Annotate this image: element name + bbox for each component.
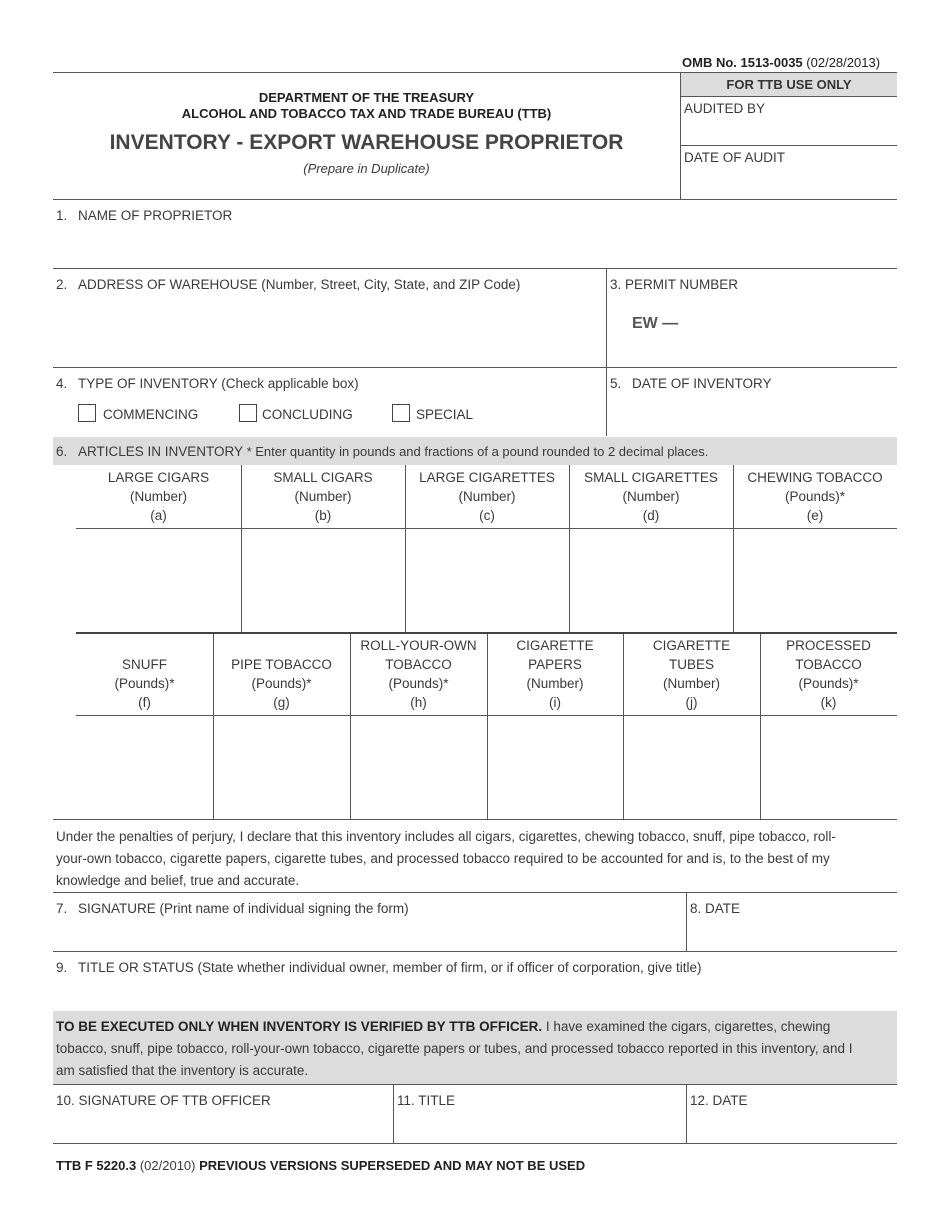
department-name: DEPARTMENT OF THE TREASURY xyxy=(258,90,475,105)
table2-column-header: SNUFF (Pounds)* (f) xyxy=(114,657,175,710)
concluding-label: CONCLUDING xyxy=(262,407,353,422)
table1-entry-cell[interactable] xyxy=(571,531,731,629)
field-2-number: 2. xyxy=(56,277,68,292)
table1-entry-cell[interactable] xyxy=(407,531,567,629)
articles-in-inventory-bar xyxy=(53,437,897,465)
perjury-declaration: Under the penalties of perjury, I declare that this inventory includes all cigars, cigarettes, chewing tobacco, snuff, pipe tobacco, roll- your-own tobacco, cigarette papers, cigarette tubes, and processed tobacco required to be accounted for and is, to the best of my knowledge and belief, true and accurate. xyxy=(56,829,836,888)
ttb-date-field[interactable] xyxy=(690,1114,895,1142)
date-label: 8. DATE xyxy=(690,901,741,916)
table2-column-header: CIGARETTE TUBES (Number) (j) xyxy=(652,638,731,710)
table2-entry-cell[interactable] xyxy=(762,718,895,816)
audited-by-label: AUDITED BY xyxy=(684,101,766,116)
name-of-proprietor-field[interactable] xyxy=(53,230,897,267)
field-5-number: 5. xyxy=(610,376,622,391)
table1-column-header: LARGE CIGARS (Number) (a) xyxy=(107,470,210,523)
commencing-label: COMMENCING xyxy=(103,407,199,422)
field-7-number: 7. xyxy=(56,901,68,916)
table1-column-header: CHEWING TOBACCO (Pounds)* (e) xyxy=(747,470,883,523)
date-of-inventory-field[interactable] xyxy=(610,398,895,434)
concluding-checkbox[interactable] xyxy=(239,404,257,422)
ttb-officer-signature-field[interactable] xyxy=(53,1114,391,1142)
table2-entry-cell[interactable] xyxy=(489,718,621,816)
table2-column-header: ROLL-YOUR-OWN TOBACCO (Pounds)* (h) xyxy=(360,638,477,710)
articles-in-inventory-label: ARTICLES IN INVENTORY * Enter quantity in pounds and fractions of a pound rounded to 2 decimal places. xyxy=(78,444,709,459)
omb-number: OMB No. 1513-0035 (02/28/2013) xyxy=(682,55,881,70)
address-of-warehouse-label: ADDRESS OF WAREHOUSE (Number, Street, City, State, and ZIP Code) xyxy=(78,277,521,292)
ttb-verification-statement: TO BE EXECUTED ONLY WHEN INVENTORY IS VERIFIED BY TTB OFFICER. I have examined the cigars, cigarettes, chewing tobacco, snuff, pipe tobacco, roll-your-own tobacco, cigarette papers or tubes, and processed tobacco reported in this inventory, and I am satisfied that the inventory is accurate. xyxy=(56,1019,853,1078)
title-or-status-label: TITLE OR STATUS (State whether individual owner, member of firm, or if officer of corporation, give title) xyxy=(78,960,702,975)
name-of-proprietor-label: NAME OF PROPRIETOR xyxy=(78,208,233,223)
title-or-status-field[interactable] xyxy=(53,980,897,1010)
signature-field[interactable] xyxy=(53,922,683,950)
table2-entry-cell[interactable] xyxy=(215,718,348,816)
date-of-inventory-label: DATE OF INVENTORY xyxy=(632,376,772,391)
table1-column-header: SMALL CIGARS (Number) (b) xyxy=(273,470,373,523)
address-of-warehouse-field[interactable] xyxy=(53,298,605,366)
field-6-number: 6. xyxy=(56,444,68,459)
special-label: SPECIAL xyxy=(416,407,474,422)
table2-column-header: PIPE TOBACCO (Pounds)* (g) xyxy=(231,657,332,710)
table1-entry-cell[interactable] xyxy=(78,531,239,629)
field-4-number: 4. xyxy=(56,376,68,391)
ttb-title-field[interactable] xyxy=(397,1114,683,1142)
table2-entry-cell[interactable] xyxy=(625,718,758,816)
table1-column-header: LARGE CIGARETTES (Number) (c) xyxy=(419,470,555,523)
form-footer: TTB F 5220.3 (02/2010) PREVIOUS VERSIONS SUPERSEDED AND MAY NOT BE USED xyxy=(56,1158,586,1173)
ttb-verification-box xyxy=(53,1011,897,1084)
table2-entry-cell[interactable] xyxy=(352,718,485,816)
table1-column-header: SMALL CIGARETTES (Number) (d) xyxy=(584,470,718,523)
date-field[interactable] xyxy=(690,922,895,950)
table2-column-header: PROCESSED TOBACCO (Pounds)* (k) xyxy=(786,638,871,710)
table1-entry-cell[interactable] xyxy=(243,531,403,629)
form-title: INVENTORY - EXPORT WAREHOUSE PROPRIETOR xyxy=(109,131,624,154)
ttb-officer-signature-label: 10. SIGNATURE OF TTB OFFICER xyxy=(56,1093,271,1108)
ttb-date-label: 12. DATE xyxy=(690,1093,748,1108)
table2-column-header: CIGARETTE PAPERS (Number) (i) xyxy=(516,638,594,710)
field-1-number: 1. xyxy=(56,208,68,223)
table1-entry-cell[interactable] xyxy=(735,531,895,629)
ttb-use-only-label: FOR TTB USE ONLY xyxy=(681,73,897,97)
commencing-checkbox[interactable] xyxy=(78,404,96,422)
date-of-audit-label: DATE OF AUDIT xyxy=(684,150,786,165)
field-9-number: 9. xyxy=(56,960,68,975)
ttb-title-label: 11. TITLE xyxy=(397,1093,456,1108)
type-of-inventory-label: TYPE OF INVENTORY (Check applicable box) xyxy=(78,376,359,391)
special-checkbox[interactable] xyxy=(392,404,410,422)
permit-number-field[interactable] xyxy=(690,308,890,338)
signature-label: SIGNATURE (Print name of individual signing the form) xyxy=(78,901,409,916)
permit-number-label: 3. PERMIT NUMBER xyxy=(610,277,739,292)
form-subtitle: (Prepare in Duplicate) xyxy=(303,161,430,176)
bureau-name: ALCOHOL AND TOBACCO TAX AND TRADE BUREAU (TTB) xyxy=(181,106,552,121)
table2-entry-cell[interactable] xyxy=(78,718,211,816)
permit-prefix: EW — xyxy=(632,315,679,332)
